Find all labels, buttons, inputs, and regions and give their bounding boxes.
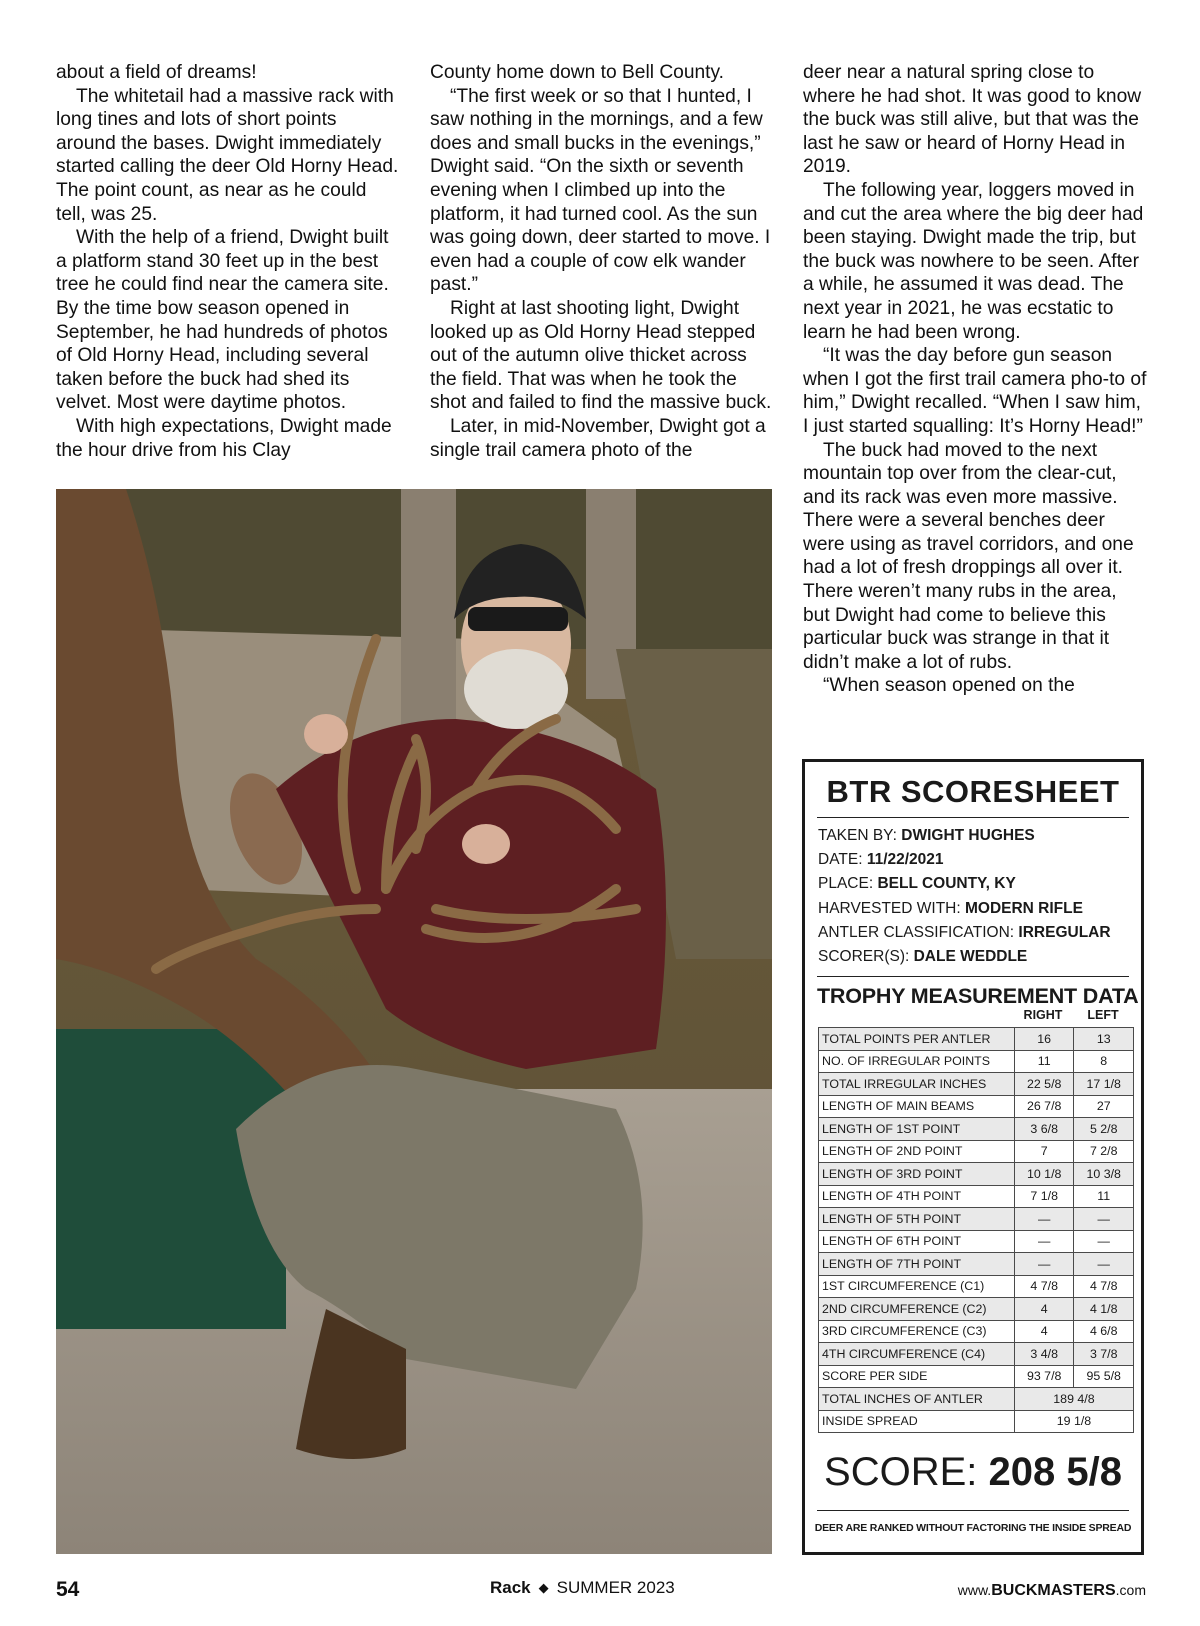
score-label: SCORE: bbox=[824, 1450, 978, 1494]
measurement-row bbox=[819, 1208, 1134, 1231]
measurement-right: 16 bbox=[1014, 1028, 1074, 1051]
measurement-row bbox=[819, 1320, 1134, 1343]
measurement-label: LENGTH OF 5TH POINT bbox=[819, 1208, 1015, 1231]
divider bbox=[817, 1510, 1129, 1511]
measurement-label: NO. OF IRREGULAR POINTS bbox=[819, 1050, 1015, 1073]
measurement-total: 19 1/8 bbox=[1014, 1410, 1133, 1433]
info-label: TAKEN BY: bbox=[818, 827, 897, 844]
measurement-row bbox=[819, 1230, 1134, 1253]
info-label: ANTLER CLASSIFICATION: bbox=[818, 923, 1015, 941]
measurement-label: 4TH CIRCUMFERENCE (C4) bbox=[819, 1343, 1015, 1366]
measurement-label: LENGTH OF 3RD POINT bbox=[819, 1163, 1015, 1186]
measurement-left: 95 5/8 bbox=[1074, 1365, 1134, 1388]
paragraph: “The first week or so that I hunted, I saw nothing in the mornings, and a few does and small bucks in the evenings,” Dwight said. “On the sixth or seventh evening when I climbed up into the platform, it had turned cool. As the sun was going down, deer started to move. I even had a couple of cow elk wander past.” bbox=[430, 85, 771, 296]
measurement-row bbox=[819, 1298, 1134, 1321]
info-label: PLACE: bbox=[818, 875, 874, 893]
article-column-2 bbox=[430, 61, 775, 462]
measurement-left: 27 bbox=[1074, 1095, 1134, 1118]
info-row bbox=[818, 921, 1134, 945]
magazine-issue bbox=[490, 1578, 675, 1598]
measurement-row bbox=[819, 1185, 1134, 1208]
scoresheet-info bbox=[818, 824, 1134, 969]
measurement-row bbox=[819, 1275, 1134, 1298]
divider bbox=[817, 976, 1129, 977]
scoresheet-footnote: DEER ARE RANKED WITHOUT FACTORING THE INSIDE SPREAD bbox=[814, 1522, 1132, 1534]
measurement-label: 1ST CIRCUMFERENCE (C1) bbox=[819, 1275, 1015, 1298]
info-row bbox=[818, 824, 1134, 848]
info-value: DALE WEDDLE bbox=[913, 948, 1028, 966]
measurement-label: TOTAL IRREGULAR INCHES bbox=[819, 1073, 1015, 1096]
measurement-left: 13 bbox=[1074, 1028, 1134, 1051]
measurement-row bbox=[819, 1118, 1134, 1141]
measurement-left: — bbox=[1074, 1253, 1134, 1276]
measurement-row bbox=[819, 1253, 1134, 1276]
paragraph: Later, in mid-November, Dwight got a single trail camera photo of the bbox=[430, 415, 766, 461]
paragraph: The whitetail had a massive rack with long tines and lots of short points around the bases. Dwight immediately started calling the deer Old Horny Head. The point count, as near as he could tell, was 25. bbox=[56, 85, 399, 225]
measurement-left: 4 6/8 bbox=[1074, 1320, 1134, 1343]
measurement-row bbox=[819, 1365, 1134, 1388]
measurement-label: LENGTH OF 7TH POINT bbox=[819, 1253, 1015, 1276]
measurement-row bbox=[819, 1163, 1134, 1186]
measurement-right: 4 7/8 bbox=[1014, 1275, 1074, 1298]
score-value: 208 5/8 bbox=[988, 1450, 1122, 1494]
divider bbox=[817, 817, 1129, 818]
measurement-label: LENGTH OF 4TH POINT bbox=[819, 1185, 1015, 1208]
measurement-total-row bbox=[819, 1388, 1134, 1411]
measurement-right: 7 bbox=[1014, 1140, 1074, 1163]
paragraph: Right at last shooting light, Dwight looked up as Old Horny Head stepped out of the autumn olive thicket across the field. That was when he took the shot and failed to find the massive buck. bbox=[430, 297, 772, 414]
magazine-name: Rack bbox=[490, 1578, 531, 1597]
measurement-row bbox=[819, 1140, 1134, 1163]
article-column-3 bbox=[803, 61, 1148, 698]
info-row bbox=[818, 945, 1134, 969]
info-row bbox=[818, 848, 1134, 872]
hunter-with-buck-photo bbox=[56, 489, 772, 1554]
measurement-subtitle: TROPHY MEASUREMENT DATA bbox=[817, 984, 1139, 1008]
btr-scoresheet bbox=[802, 759, 1144, 1555]
paragraph: “It was the day before gun season when I got the first trail camera pho-to of him,” Dwight recalled. “When I saw him, I just started squalling: It’s Horny Head!” bbox=[803, 345, 1147, 437]
measurement-left: — bbox=[1074, 1208, 1134, 1231]
paragraph: With high expectations, Dwight made the hour drive from his Clay bbox=[56, 415, 392, 461]
measurement-label: SCORE PER SIDE bbox=[819, 1365, 1015, 1388]
website-link[interactable] bbox=[958, 1582, 1146, 1600]
measurement-label: LENGTH OF MAIN BEAMS bbox=[819, 1095, 1015, 1118]
article-column-1 bbox=[56, 61, 401, 462]
measurement-left: 17 1/8 bbox=[1074, 1073, 1134, 1096]
measurement-right: 10 1/8 bbox=[1014, 1163, 1074, 1186]
measurement-right: 3 6/8 bbox=[1014, 1118, 1074, 1141]
paragraph: “When season opened on the bbox=[823, 675, 1075, 697]
measurement-label: TOTAL INCHES OF ANTLER bbox=[819, 1388, 1015, 1411]
measurement-right: 11 bbox=[1014, 1050, 1074, 1073]
info-row bbox=[818, 872, 1134, 896]
final-score bbox=[805, 1450, 1141, 1495]
measurement-label: 2ND CIRCUMFERENCE (C2) bbox=[819, 1298, 1015, 1321]
site-brand: BUCKMASTERS bbox=[991, 1582, 1116, 1599]
measurement-row bbox=[819, 1343, 1134, 1366]
measurement-right: 4 bbox=[1014, 1320, 1074, 1343]
info-row bbox=[818, 897, 1134, 921]
info-value: MODERN RIFLE bbox=[964, 899, 1083, 917]
info-label: HARVESTED WITH: bbox=[818, 899, 961, 917]
info-value: 11/22/2021 bbox=[866, 851, 944, 869]
paragraph: deer near a natural spring close to where he had shot. It was good to know the buck was still alive, but that was the last he saw or heard of Horny Head in 2019. bbox=[803, 62, 1142, 178]
measurement-row bbox=[819, 1095, 1134, 1118]
measurement-total-row bbox=[819, 1410, 1134, 1433]
measurement-row bbox=[819, 1050, 1134, 1073]
measurement-label: LENGTH OF 1ST POINT bbox=[819, 1118, 1015, 1141]
site-suffix: .com bbox=[1115, 1582, 1146, 1598]
info-value: BELL COUNTY, KY bbox=[877, 875, 1016, 893]
paragraph: County home down to Bell County. bbox=[430, 62, 725, 83]
info-label: SCORER(S): bbox=[818, 948, 910, 966]
measurement-left: 8 bbox=[1074, 1050, 1134, 1073]
measurement-right: 4 bbox=[1014, 1298, 1074, 1321]
paragraph: With the help of a friend, Dwight built a platform stand 30 feet up in the best tree he could find near the camera site. By the time bow season opened in September, he had hundreds of photos of Old Horny Head, including several taken before the buck had shed its velvet. Most were daytime photos. bbox=[56, 227, 389, 414]
paragraph: The following year, loggers moved in and cut the area where the big deer had been staying. Dwight made the trip, but the buck was nowhere to be seen. After a while, he assumed it was dead. The next year in 2021, he was ecstatic to learn he had been wrong. bbox=[803, 179, 1144, 343]
measurement-left: 7 2/8 bbox=[1074, 1140, 1134, 1163]
measurement-row bbox=[819, 1073, 1134, 1096]
measurement-left: 11 bbox=[1074, 1185, 1134, 1208]
measurement-right: 22 5/8 bbox=[1014, 1073, 1074, 1096]
info-value: DWIGHT HUGHES bbox=[901, 827, 1035, 844]
measurement-label: 3RD CIRCUMFERENCE (C3) bbox=[819, 1320, 1015, 1343]
measurement-left: 4 1/8 bbox=[1074, 1298, 1134, 1321]
measurement-label: INSIDE SPREAD bbox=[819, 1410, 1015, 1433]
info-value: IRREGULAR bbox=[1018, 923, 1111, 941]
measurement-label: LENGTH OF 2ND POINT bbox=[819, 1140, 1015, 1163]
scoresheet-title: BTR SCORESHEET bbox=[826, 774, 1120, 809]
measurement-row bbox=[819, 1028, 1134, 1051]
column-header-right: RIGHT bbox=[1023, 1008, 1063, 1022]
measurement-left: — bbox=[1074, 1230, 1134, 1253]
paragraph: The buck had moved to the next mountain top over from the clear-cut, and its rack was even more massive. There were a several benches deer were using as travel corridors, and one had a lot of fresh droppings all over it. There weren’t many rubs in the area, but Dwight had come to believe this particular buck was strange in that it didn’t make a lot of rubs. bbox=[803, 439, 1134, 673]
measurement-left: 3 7/8 bbox=[1074, 1343, 1134, 1366]
measurement-right: — bbox=[1014, 1230, 1074, 1253]
measurement-left: 4 7/8 bbox=[1074, 1275, 1134, 1298]
diamond-icon: ◆ bbox=[538, 1580, 549, 1595]
page-number: 54 bbox=[56, 1578, 80, 1601]
measurement-right: — bbox=[1014, 1253, 1074, 1276]
measurement-left: 5 2/8 bbox=[1074, 1118, 1134, 1141]
measurement-total: 189 4/8 bbox=[1014, 1388, 1133, 1411]
measurement-right: 3 4/8 bbox=[1014, 1343, 1074, 1366]
measurement-label: TOTAL POINTS PER ANTLER bbox=[819, 1028, 1015, 1051]
measurement-right: 26 7/8 bbox=[1014, 1095, 1074, 1118]
measurement-left: 10 3/8 bbox=[1074, 1163, 1134, 1186]
measurement-right: 7 1/8 bbox=[1014, 1185, 1074, 1208]
measurement-right: 93 7/8 bbox=[1014, 1365, 1074, 1388]
column-header-left: LEFT bbox=[1087, 1008, 1119, 1022]
info-label: DATE: bbox=[818, 851, 863, 869]
measurement-right: — bbox=[1014, 1208, 1074, 1231]
paragraph: about a field of dreams! bbox=[56, 62, 257, 83]
measurement-label: LENGTH OF 6TH POINT bbox=[819, 1230, 1015, 1253]
measurement-table bbox=[818, 1027, 1134, 1433]
site-prefix: www. bbox=[957, 1582, 992, 1598]
issue-label: SUMMER 2023 bbox=[556, 1578, 675, 1597]
